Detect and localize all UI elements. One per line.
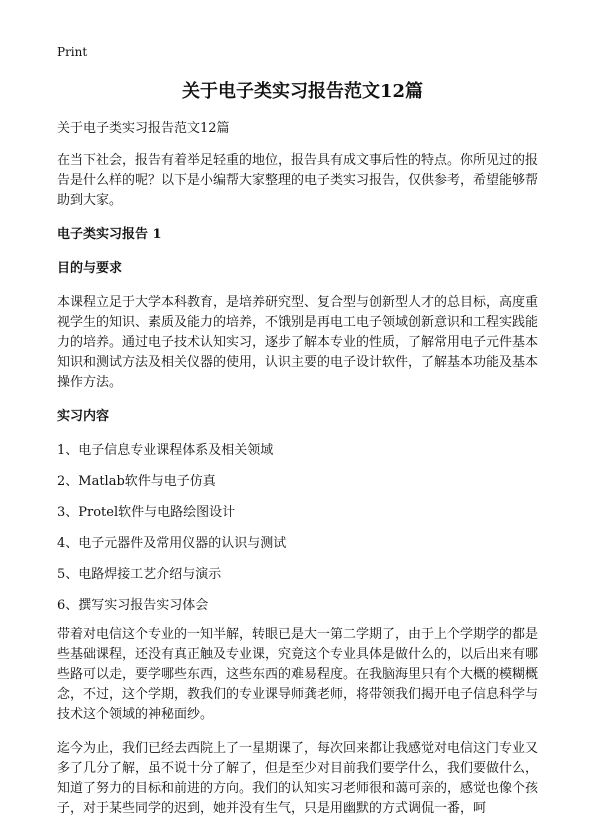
intro-paragraph: 在当下社会，报告有着举足轻重的地位，报告具有成文事后性的特点。你所见过的报告是什么样的呢？以下是小编帮大家整理的电子类实习报告，仅供参考，希望能够帮助到大家。 xyxy=(57,153,539,208)
document-content xyxy=(57,119,548,833)
body-paragraph-2: 迄今为止，我们已经去西院上了一星期课了，每次回来都让我感觉对电信这门专业又多了几分了解，虽不说十分了解了，但是至少对目前我们要学什么，我们要做什么，知道了努力的目标和前进的方向。我们的认知实习老师很和蔼可亲的，感觉也像个孩子，对于某些同学的迟到，她并没有生气，只是用幽默的方式调侃一番，呵 xyxy=(57,741,539,816)
list-item: 1、电子信息专业课程体系及相关领域 xyxy=(57,443,274,458)
list-item: 5、电路焊接工艺介绍与演示 xyxy=(57,567,222,582)
body-paragraph-1: 带着对电信这个专业的一知半解，转眼已是大一第二学期了，由于上个学期学的都是些基础课程，还没有真正触及专业课，究竟这个专业具体是做什么的，以后出来有哪些路可以走，要学哪些东西，这些东西的难易程度。在我脑海里只有个大概的模糊概念，不过，这个学期，教我们的专业课导师龚老师，将带领我们揭开电子信息科学与技术这个领域的神秘面纱。 xyxy=(57,627,539,722)
document-subtitle: 关于电子类实习报告范文12篇 xyxy=(57,121,230,136)
content-heading: 实习内容 xyxy=(57,409,110,424)
goal-paragraph: 本课程立足于大学本科教育，是培养研究型、复合型与创新型人才的总目标，高度重视学生的知识、素质及能力的培养，不饿别是再电工电子领域创新意识和工程实践能力的培养。通过电子技术认知实习，逐步了解本专业的性质，了解常用电子元件基本知识和测试方法及相关仪器的使用，认识主要的电子设计软件，了解基本功能及基本操作方法。 xyxy=(57,295,539,390)
print-link[interactable]: Print xyxy=(57,45,88,59)
document-title: 关于电子类实习报告范文12篇 xyxy=(181,81,424,102)
report-heading: 电子类实习报告 1 xyxy=(57,227,162,242)
list-item: 6、撰写实习报告实习体会 xyxy=(57,598,209,613)
list-item: 2、Matlab软件与电子仿真 xyxy=(57,474,216,489)
goal-heading: 目的与要求 xyxy=(57,261,123,276)
list-item: 3、Protel软件与电路绘图设计 xyxy=(57,505,236,520)
list-item: 4、电子元器件及常用仪器的认识与测试 xyxy=(57,536,287,551)
